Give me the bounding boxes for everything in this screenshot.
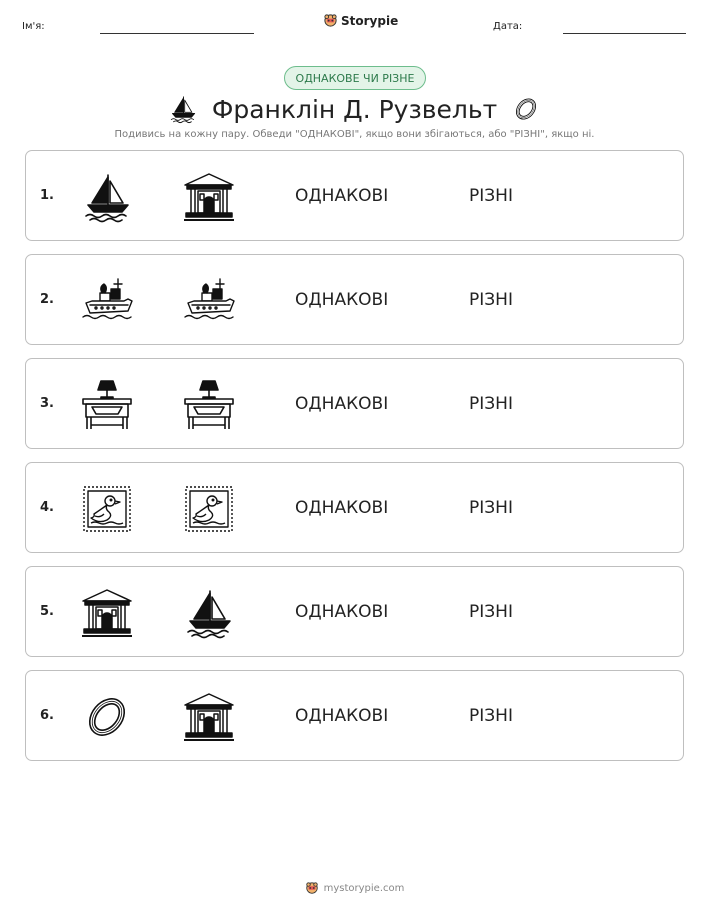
question-row: [25, 670, 684, 761]
question-row: [25, 358, 684, 449]
option-different[interactable]: РІЗНІ: [469, 394, 513, 414]
date-line: [563, 33, 686, 34]
name-line: [100, 33, 254, 34]
option-different[interactable]: РІЗНІ: [469, 498, 513, 518]
question-number: 2.: [40, 292, 54, 307]
name-label: Ім'я:: [22, 21, 45, 32]
option-different[interactable]: РІЗНІ: [469, 602, 513, 622]
question-number: 3.: [40, 396, 54, 411]
question-row: [25, 462, 684, 553]
option-different[interactable]: РІЗНІ: [469, 186, 513, 206]
sailboat-icon: [168, 94, 198, 124]
bank-icon: [182, 691, 236, 743]
warship-icon: [182, 275, 236, 327]
instructions: Подивись на кожну пару. Обведи "ОДНАКОВІ", якщо вони збігаються, або "РІЗНІ", якщо ні.: [114, 129, 595, 140]
option-same[interactable]: ОДНАКОВІ: [295, 602, 389, 622]
duck-stamp-icon: [182, 483, 236, 535]
option-same[interactable]: ОДНАКОВІ: [295, 186, 389, 206]
ring-icon: [80, 691, 134, 743]
nightstand-icon: [182, 379, 236, 431]
duck-stamp-icon: [80, 483, 134, 535]
mascot-icon: [305, 881, 319, 895]
bank-icon: [182, 171, 236, 223]
warship-icon: [80, 275, 134, 327]
sailboat-icon: [182, 587, 236, 639]
question-row: [25, 254, 684, 345]
question-number: 1.: [40, 188, 54, 203]
option-same[interactable]: ОДНАКОВІ: [295, 394, 389, 414]
title-row: [0, 90, 709, 128]
bank-icon: [80, 587, 134, 639]
mascot-icon: [323, 13, 338, 28]
page-title: Франклін Д. Рузвельт: [211, 94, 498, 124]
brand-name: Storypie: [341, 13, 399, 28]
footer: [0, 881, 709, 895]
option-different[interactable]: РІЗНІ: [469, 706, 513, 726]
footer-url: mystorypie.com: [323, 882, 405, 894]
option-same[interactable]: ОДНАКОВІ: [295, 706, 389, 726]
question-number: 4.: [40, 500, 54, 515]
question-row: [25, 566, 684, 657]
brand-logo: [323, 13, 398, 28]
option-same[interactable]: ОДНАКОВІ: [295, 498, 389, 518]
question-number: 5.: [40, 604, 54, 619]
option-different[interactable]: РІЗНІ: [469, 290, 513, 310]
ring-icon: [511, 94, 541, 124]
sailboat-icon: [80, 171, 134, 223]
worksheet-badge: ОДНАКОВЕ ЧИ РІЗНЕ: [284, 66, 426, 90]
nightstand-icon: [80, 379, 134, 431]
question-number: 6.: [40, 708, 54, 723]
question-row: [25, 150, 684, 241]
date-label: Дата:: [493, 21, 523, 32]
option-same[interactable]: ОДНАКОВІ: [295, 290, 389, 310]
